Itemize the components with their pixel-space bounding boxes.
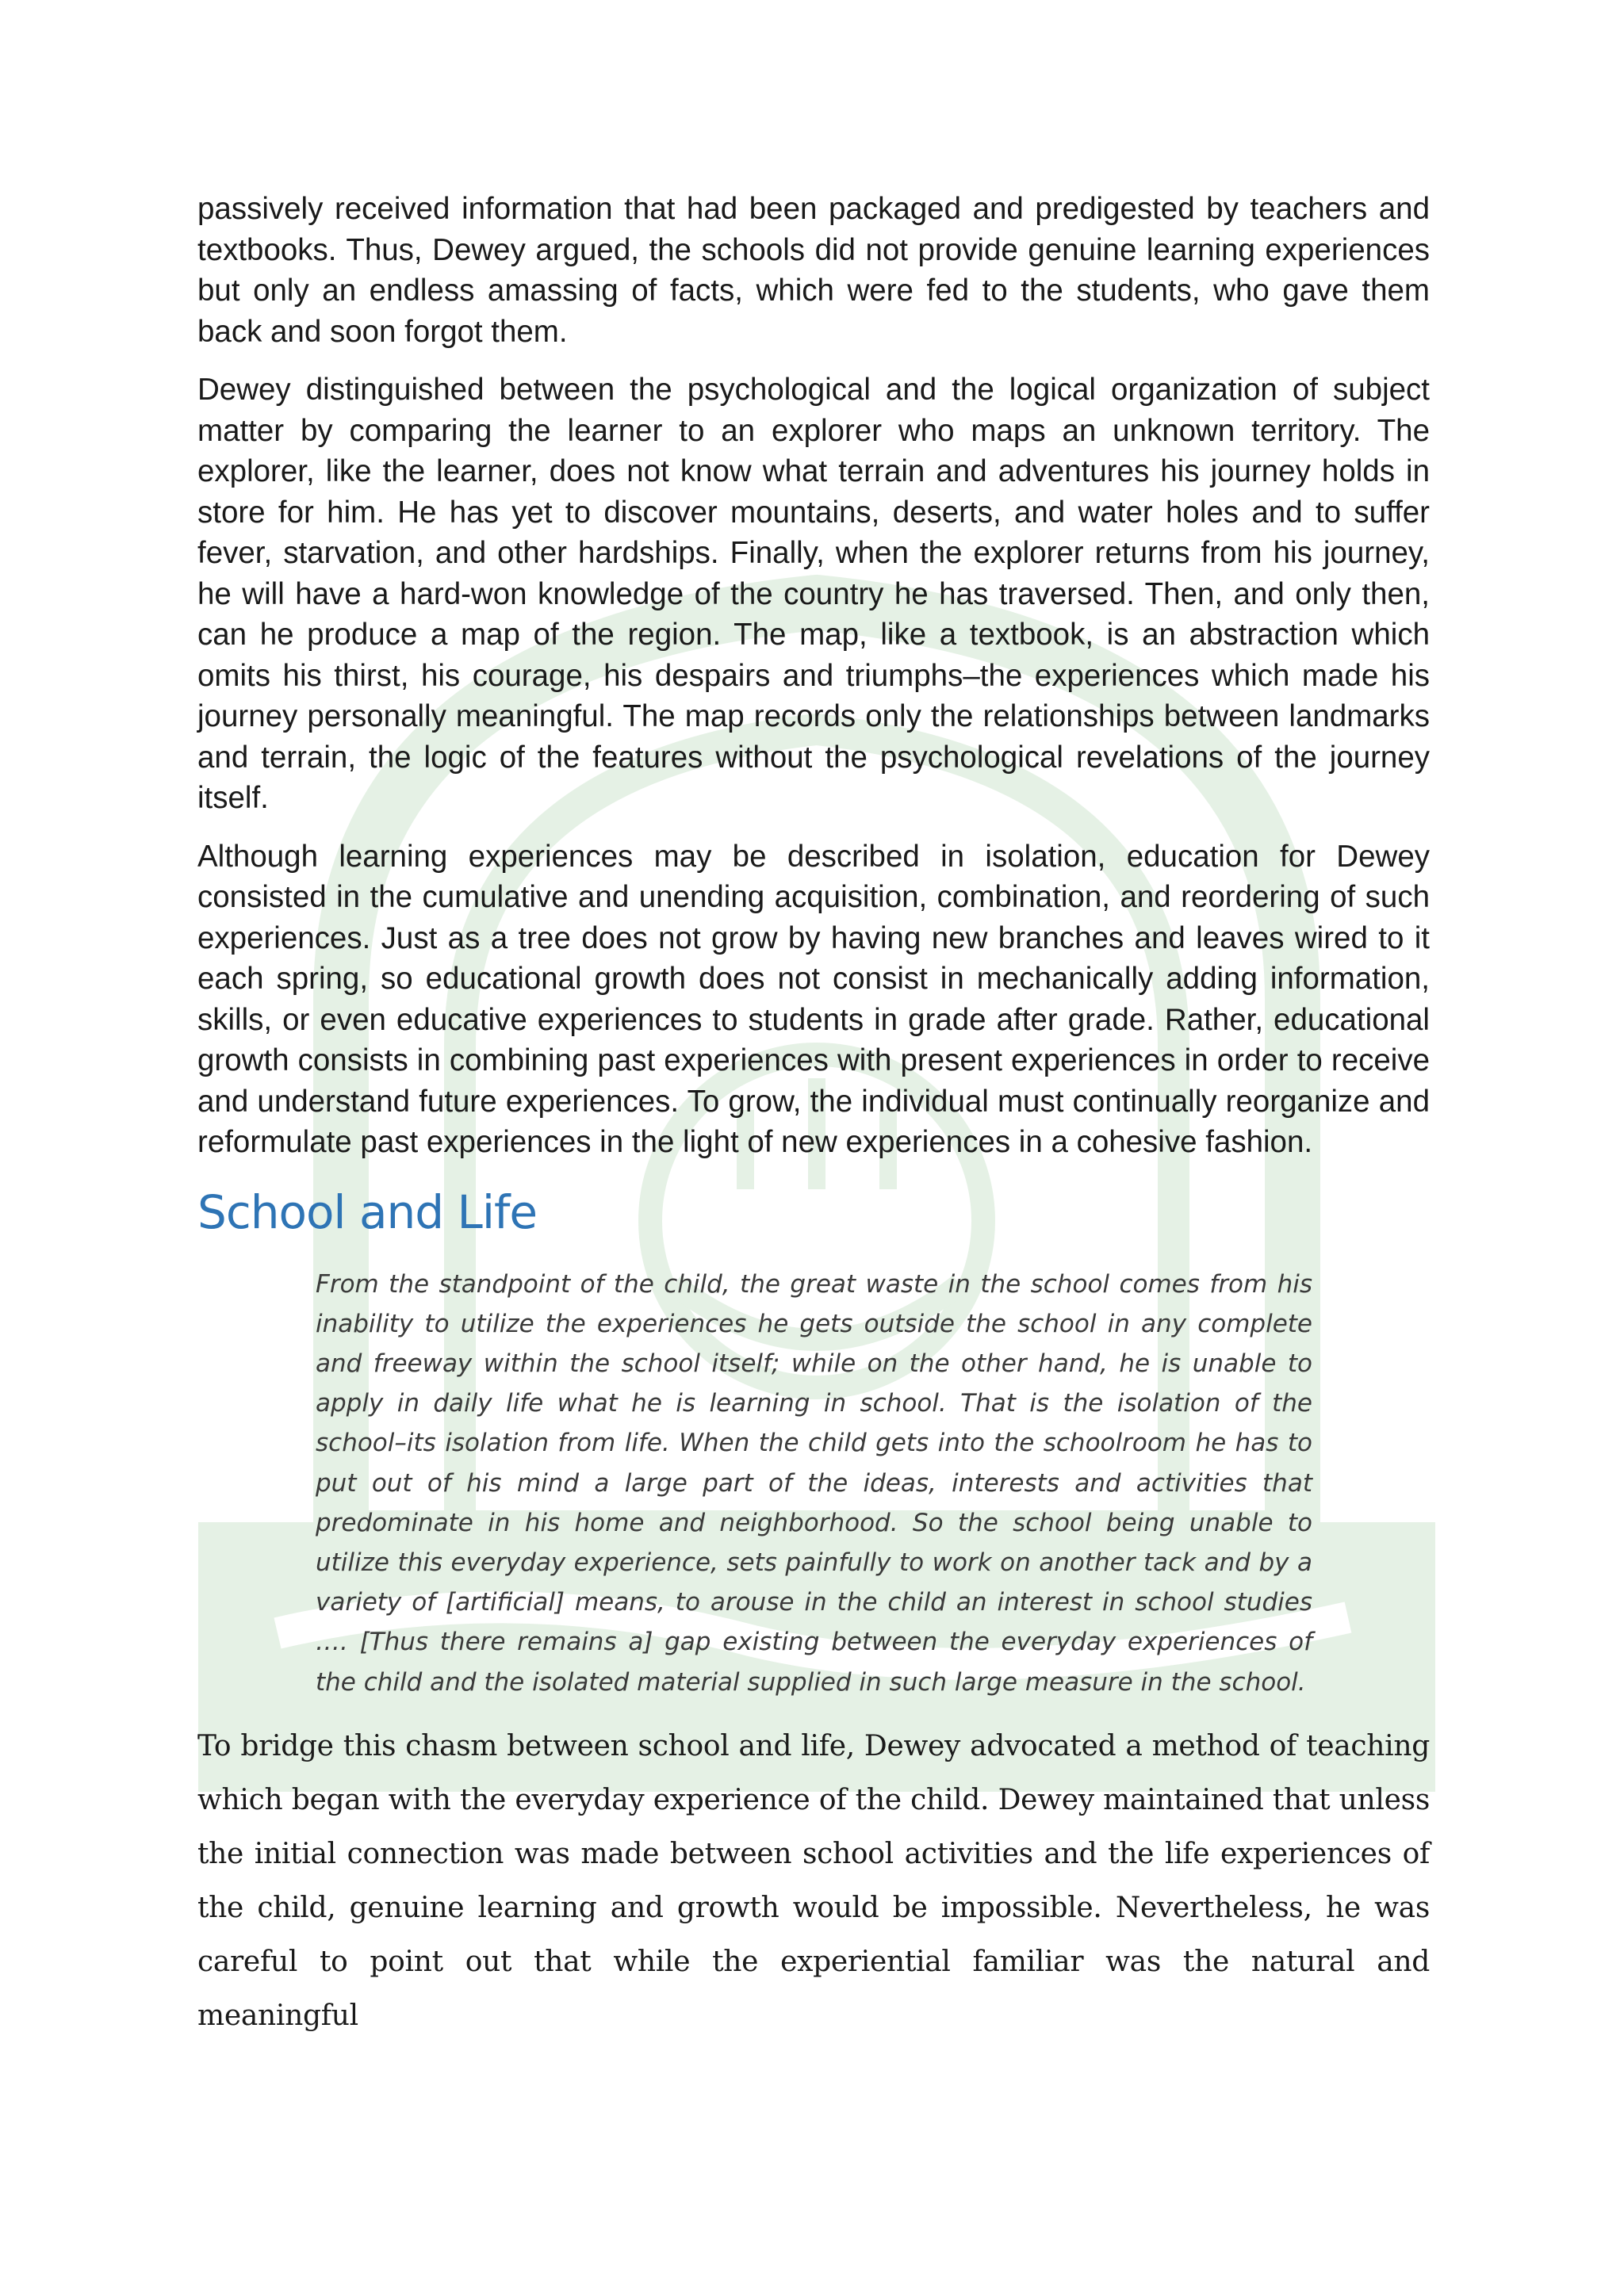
document-body: [197, 189, 1430, 2043]
body-paragraph: To bridge this chasm between school and life, Dewey advocated a method of teaching which began with the everyday experience of the child. Dewey maintained that unless the initial connection was made between school activities and the life experiences of the child, genuine learning and growth would be impossible. Nevertheless, he was careful to point out that while the experiential familiar was the natural and meaningful: [197, 1729, 1430, 2032]
block-quote: From the standpoint of the child, the great waste in the school comes from his inability to utilize the experiences he gets outside the school in any complete and freeway within the school itself; while on the other hand, he is unable to apply in daily life what he is learning in school. That is the isolation of the school–its isolation from life. When the child gets into the schoolroom he has to put out of his mind a large part of the ideas, interests and activities that predominate in his home and neighborhood. So the school being unable to utilize this everyday experience, sets painfully to work on another tack and by a variety of [artificial] means, to arouse in the child an interest in school studies …. [Thus there remains a] gap existing between the everyday experiences of the child and the isolated material supplied in such large measure in the school.: [316, 1269, 1312, 1697]
section-heading: School and Life: [197, 1184, 538, 1239]
body-paragraph: Although learning experiences may be described in isolation, education for Dewey consisted in the cumulative and unending acquisition, combination, and reordering of such experiences. Just as a tree does not grow by having new branches and leaves wired to it each spring, so educational growth does not consist in mechanically adding information, skills, or even educative experiences to students in grade after grade. Rather, educational growth consists in combining past experiences with present experiences in order to receive and understand future experiences. To grow, the individual must continually reorganize and reformulate past experiences in the light of new experiences in a cohesive fashion.: [197, 839, 1430, 1159]
body-paragraph: Dewey distinguished between the psychological and the logical organization of subject matter by comparing the learner to an explorer who maps an unknown territory. The explorer, like the learner, does not know what terrain and adventures his journey holds in store for him. He has yet to discover mountains, deserts, and water holes and to suffer fever, starvation, and other hardships. Finally, when the explorer returns from his journey, he will have a hard-won knowledge of the country he has traversed. Then, and only then, can he produce a map of the region. The map, like a textbook, is an abstraction which omits his thirst, his courage, his despairs and triumphs–the experiences which made his journey personally meaningful. The map records only the relationships between landmarks and terrain, the logic of the features without the psychological revelations of the journey itself.: [197, 373, 1430, 815]
body-paragraph: passively received information that had been packaged and predigested by teachers and textbooks. Thus, Dewey argued, the schools did not provide genuine learning experiences but only an endless amassing of facts, which were fed to the students, who gave them back and soon forgot them.: [197, 192, 1430, 349]
